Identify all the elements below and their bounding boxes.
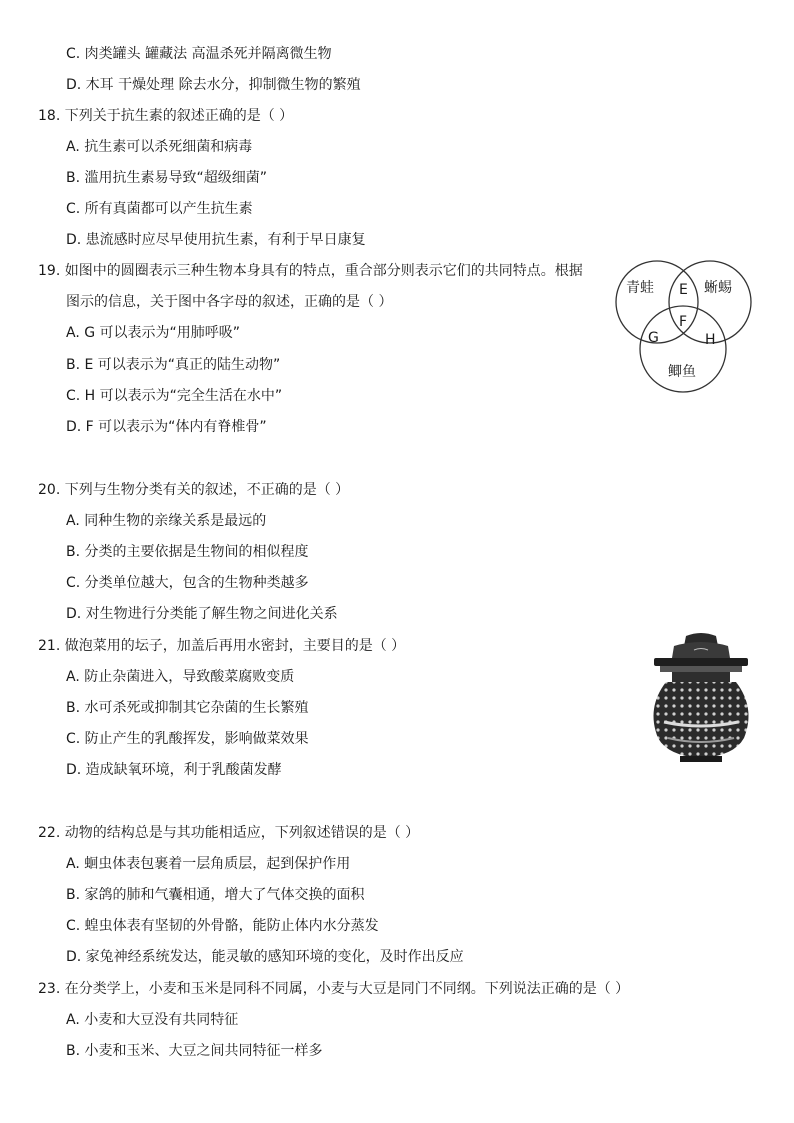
q22-option-b: B. 家鸽的肺和气囊相通，增大了气体交换的面积 xyxy=(66,887,365,903)
q18-option-c: C. 所有真菌都可以产生抗生素 xyxy=(66,201,253,217)
q23-stem: 23. 在分类学上，小麦和玉米是同科不同属，小麦与大豆是同门不同纲。下列说法正确的是（ ） xyxy=(38,981,630,997)
q21-option-d: D. 造成缺氧环境，利于乳酸菌发酵 xyxy=(66,762,282,778)
q17-option-d: D. 木耳 干燥处理 除去水分，抑制微生物的繁殖 xyxy=(66,77,361,93)
q23-option-a: A. 小麦和大豆没有共同特征 xyxy=(66,1012,239,1028)
venn-label-frog: 青蛙 xyxy=(626,280,654,296)
q23-option-b: B. 小麦和玉米、大豆之间共同特征一样多 xyxy=(66,1043,323,1059)
q22-stem: 22. 动物的结构总是与其功能相适应，下列叙述错误的是（ ） xyxy=(38,825,420,841)
q18-stem: 18. 下列关于抗生素的叙述正确的是（ ） xyxy=(38,108,294,124)
q19-option-c: C. H 可以表示为“完全生活在水中” xyxy=(66,388,283,404)
q21-stem: 21. 做泡菜用的坛子，加盖后再用水密封，主要目的是（ ） xyxy=(38,638,406,654)
q21-option-b: B. 水可杀死或抑制其它杂菌的生长繁殖 xyxy=(66,700,309,716)
venn-label-fish: 鲫鱼 xyxy=(668,364,696,380)
q19-option-b: B. E 可以表示为“真正的陆生动物” xyxy=(66,357,281,373)
q20-option-a: A. 同种生物的亲缘关系是最远的 xyxy=(66,513,267,529)
q22-option-d: D. 家兔神经系统发达，能灵敏的感知环境的变化，及时作出反应 xyxy=(66,949,464,965)
pickle-jar-image xyxy=(646,630,756,766)
lizard-circle xyxy=(669,261,751,343)
q18-option-d: D. 患流感时应尽早使用抗生素，有利于早日康复 xyxy=(66,232,366,248)
q20-option-d: D. 对生物进行分类能了解生物之间进化关系 xyxy=(66,606,338,622)
q22-option-a: A. 蛔虫体表包裹着一层角质层，起到保护作用 xyxy=(66,856,351,872)
q17-option-c: C. 肉类罐头 罐藏法 高温杀死并隔离微生物 xyxy=(66,46,332,62)
q21-option-c: C. 防止产生的乳酸挥发，影响做菜效果 xyxy=(66,731,309,747)
q20-stem: 20. 下列与生物分类有关的叙述，不正确的是（ ） xyxy=(38,482,350,498)
q19-option-a: A. G 可以表示为“用肺呼吸” xyxy=(66,325,241,341)
q22-option-c: C. 蝗虫体表有坚韧的外骨骼，能防止体内水分蒸发 xyxy=(66,918,379,934)
venn-label-lizard: 蜥蜴 xyxy=(704,280,732,296)
q19-stem-line1: 19. 如图中的圆圈表示三种生物本身具有的特点，重合部分则表示它们的共同特点。根据 xyxy=(38,263,583,279)
venn-label-e: E xyxy=(679,282,688,298)
q18-option-a: A. 抗生素可以杀死细菌和病毒 xyxy=(66,139,253,155)
q19-stem-line2: 图示的信息，关于图中各字母的叙述，正确的是（ ） xyxy=(66,294,393,310)
q21-option-a: A. 防止杂菌进入，导致酸菜腐败变质 xyxy=(66,669,295,685)
venn-label-f: F xyxy=(679,314,688,330)
q20-option-c: C. 分类单位越大，包含的生物种类越多 xyxy=(66,575,309,591)
venn-diagram xyxy=(612,258,754,394)
q18-option-b: B. 滥用抗生素易导致“超级细菌” xyxy=(66,170,268,186)
venn-label-h: H xyxy=(705,332,716,348)
q19-option-d: D. F 可以表示为“体内有脊椎骨” xyxy=(66,419,267,435)
venn-label-g: G xyxy=(648,330,659,346)
q20-option-b: B. 分类的主要依据是生物间的相似程度 xyxy=(66,544,309,560)
